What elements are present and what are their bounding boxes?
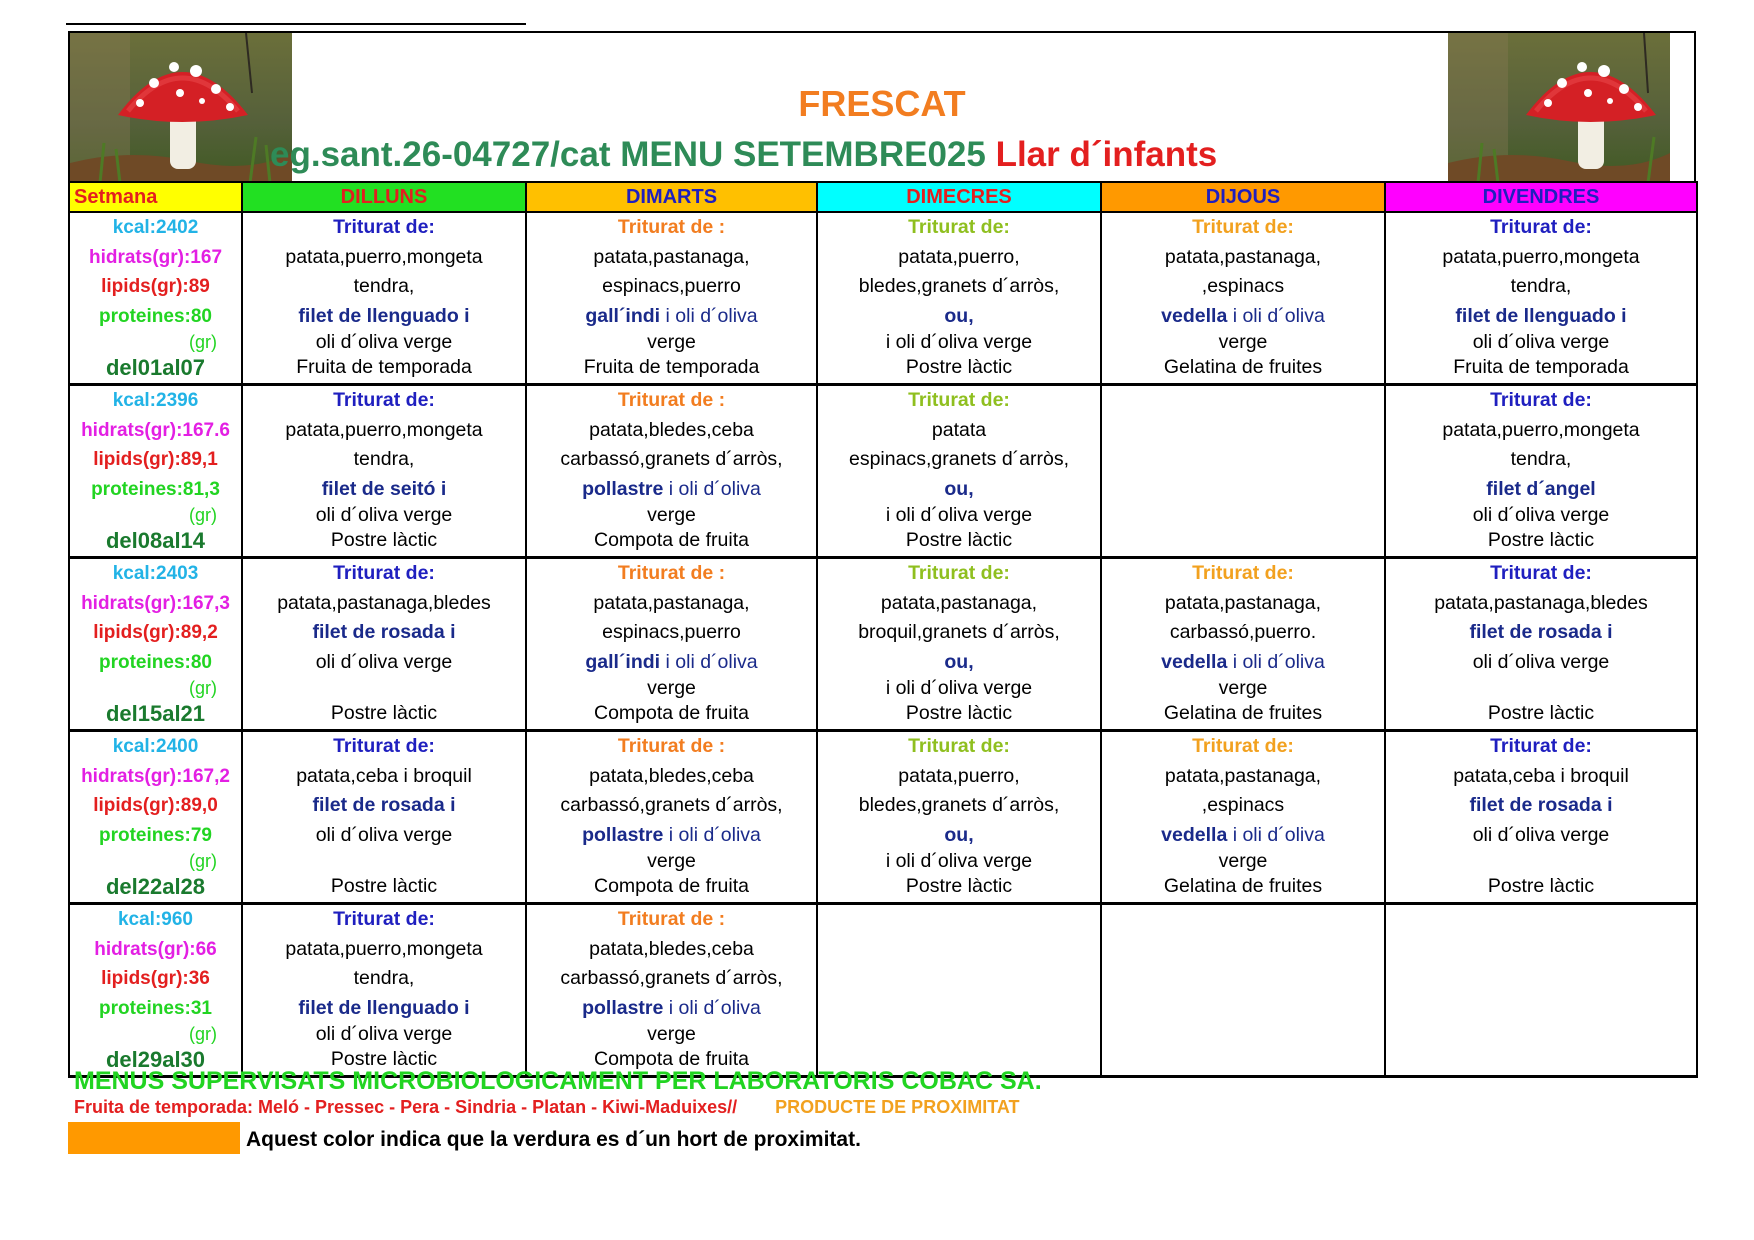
week-row [69, 212, 1697, 385]
meal-line: patata,puerro,mongeta [285, 418, 483, 441]
meal-cell-dilluns [242, 904, 526, 1077]
day-header-row [69, 182, 1697, 212]
meal-cell-dimarts [526, 904, 817, 1077]
meal-line: verge [647, 850, 696, 872]
protein-value: proteines:79 [99, 824, 212, 846]
meal-cell-divendres [1385, 731, 1697, 904]
meal-line: tendra, [1510, 275, 1572, 297]
meal-title: Triturat de : [617, 908, 726, 930]
meal-dessert: Compota de fruita [593, 529, 749, 551]
kcal-value: kcal:960 [117, 909, 193, 930]
meal-line: espinacs,granets d´arròs, [848, 448, 1070, 470]
protein-value: proteines:80 [99, 305, 212, 327]
meal-spacer [1386, 677, 1696, 700]
meal-line: carbassó,puerro. [1169, 621, 1317, 643]
meal-cell-dijous-empty [1101, 904, 1385, 1077]
meal-line: patata [931, 418, 987, 441]
meal-dessert: Gelatina de fruites [1163, 356, 1323, 378]
meal-line: tendra, [1510, 448, 1572, 470]
meal-oil: i oli d´oliva [660, 650, 758, 673]
meal-protein-line [527, 648, 816, 678]
meal-dessert: Fruita de temporada [296, 356, 472, 378]
lipids-value: lipids(gr):89,0 [93, 795, 218, 816]
meal-line: patata,pastanaga,bledes [1434, 591, 1648, 614]
fruit-list: Fruita de temporada: Meló - Pressec - Pera - Sindria - Platan - Kiwi-Maduixes// [74, 1097, 738, 1117]
meal-cell-dimecres [817, 558, 1101, 731]
meal-title: Triturat de: [1192, 562, 1294, 584]
meal-line: patata,puerro,mongeta [1442, 418, 1640, 441]
meal-line: patata,bledes,ceba [589, 764, 754, 787]
meal-cell-dilluns [242, 558, 526, 731]
week-period: del08al14 [105, 528, 206, 553]
meal-protein: filet d´angel [1486, 477, 1596, 500]
meal-protein: pollastre [582, 823, 664, 846]
meal-protein-line [527, 994, 816, 1024]
meal-line: oli d´oliva verge [1472, 331, 1610, 353]
meal-cell-dimecres [817, 385, 1101, 558]
subtitle-main: eg.sant.26-04727/cat MENU SETEMBRE025 [270, 135, 986, 174]
meal-protein-line [1102, 302, 1384, 332]
meal-dessert: Compota de fruita [593, 1048, 749, 1070]
meal-line: oli d´oliva verge [315, 1023, 453, 1045]
brand-title: FRESCAT [798, 83, 966, 124]
meal-cell-dijous [1101, 731, 1385, 904]
meal-dessert: Compota de fruita [593, 875, 749, 897]
meal-title: Triturat de: [1192, 735, 1294, 757]
meal-cell-dimecres [817, 212, 1101, 385]
meal-protein: filet de rosada i [1469, 794, 1613, 816]
lipids-value: lipids(gr):36 [101, 968, 210, 989]
fruit-note [74, 1097, 1020, 1118]
meal-protein: filet de rosada i [1469, 621, 1613, 643]
week-period: del22al28 [105, 874, 206, 899]
meal-oil: i oli d´oliva [663, 477, 761, 500]
week-row [69, 731, 1697, 904]
meal-line: carbassó,granets d´arròs, [560, 967, 783, 989]
meal-line: patata,pastanaga, [1164, 245, 1322, 268]
meal-line: patata,puerro, [898, 764, 1020, 787]
meal-dessert: Fruita de temporada [1453, 356, 1629, 378]
kcal-value: kcal:2396 [112, 390, 199, 411]
meal-line: i oli d´oliva verge [885, 850, 1033, 872]
protein-unit: (gr) [189, 678, 217, 698]
meal-title: Triturat de: [1490, 389, 1592, 411]
meal-line: patata,pastanaga, [593, 245, 750, 268]
meal-spacer [243, 677, 525, 700]
kcal-value: kcal:2400 [112, 736, 199, 757]
meal-title: Triturat de: [333, 389, 435, 411]
meal-line: i oli d´oliva verge [885, 677, 1033, 699]
meal-line: patata,ceba i broquil [1453, 764, 1629, 787]
menu-subtitle [270, 135, 1217, 175]
meal-title: Triturat de: [908, 216, 1010, 238]
meal-line: bledes,granets d´arròs, [858, 275, 1060, 297]
meal-dessert: Postre làctic [905, 529, 1013, 551]
meal-cell-dilluns [242, 212, 526, 385]
meal-dessert: Postre làctic [1487, 702, 1595, 724]
meal-oil: i oli d´oliva [1227, 650, 1325, 673]
meal-line: oli d´oliva verge [1472, 650, 1610, 673]
mushroom-photo-right [1448, 33, 1670, 181]
protein-value: proteines:80 [99, 651, 212, 673]
week-period: del29al30 [105, 1047, 206, 1072]
meal-title: Triturat de: [908, 389, 1010, 411]
meal-cell-dimecres-empty [817, 904, 1101, 1077]
meal-line: oli d´oliva verge [315, 823, 453, 846]
nutrition-cell [69, 731, 242, 904]
meal-cell-dimarts [526, 558, 817, 731]
protein-value: proteines:81,3 [91, 478, 220, 500]
meal-protein: gall´indi [585, 650, 661, 673]
header-setmana: Setmana [69, 182, 242, 212]
meal-title: Triturat de: [333, 735, 435, 757]
meal-line: oli d´oliva verge [315, 650, 453, 673]
meal-cell-dijous [1101, 558, 1385, 731]
meal-protein: filet de llenguado i [1455, 304, 1627, 327]
meal-line: verge [1218, 677, 1268, 699]
meal-line: patata,pastanaga, [593, 591, 750, 614]
menu-sheet [68, 31, 1696, 1151]
meal-spacer [243, 850, 525, 873]
meal-line: patata,puerro,mongeta [1442, 245, 1640, 268]
meal-oil: i oli d´oliva [660, 304, 758, 327]
subtitle-audience: Llar d´infants [995, 135, 1218, 174]
meal-title: Triturat de: [333, 908, 435, 930]
meal-line: verge [1218, 331, 1268, 353]
meal-line: patata,pastanaga, [880, 591, 1038, 614]
meal-line: i oli d´oliva verge [885, 331, 1033, 353]
meal-line: espinacs,puerro [602, 275, 741, 297]
meal-line: i oli d´oliva verge [885, 504, 1033, 526]
lipids-value: lipids(gr):89,2 [93, 622, 218, 643]
meal-dessert: Compota de fruita [593, 702, 749, 724]
meal-cell-divendres [1385, 558, 1697, 731]
meal-title: Triturat de: [1490, 735, 1592, 757]
meal-line: tendra, [353, 967, 415, 989]
meal-oil: i oli d´oliva [663, 996, 761, 1019]
proximity-color-swatch [68, 1122, 240, 1154]
meal-protein: ou, [944, 650, 974, 673]
meal-cell-dijous [1101, 212, 1385, 385]
proximity-note: PRODUCTE DE PROXIMITAT [775, 1097, 1020, 1117]
meal-dessert: Postre làctic [330, 1048, 438, 1070]
meal-line: oli d´oliva verge [315, 504, 453, 526]
meal-cell-dimarts [526, 731, 817, 904]
meal-line: patata,bledes,ceba [589, 418, 754, 441]
meal-line: tendra, [353, 275, 415, 297]
meal-line: oli d´oliva verge [1472, 504, 1610, 526]
meal-line: patata,puerro,mongeta [285, 245, 483, 268]
meal-line: ,espinacs [1201, 275, 1285, 297]
meal-line: patata,puerro,mongeta [285, 937, 483, 960]
meal-line: carbassó,granets d´arròs, [560, 448, 783, 470]
header-dimecres: DIMECRES [817, 182, 1101, 212]
meal-protein: vedella [1161, 650, 1228, 673]
meal-dessert: Postre làctic [330, 875, 438, 897]
protein-unit: (gr) [189, 332, 217, 352]
week-period: del15al21 [105, 701, 206, 726]
header-dilluns: DILLUNS [242, 182, 526, 212]
meal-line: verge [647, 331, 696, 353]
meal-dessert: Gelatina de fruites [1163, 875, 1323, 897]
meal-line: verge [1218, 850, 1268, 872]
meal-cell-dilluns [242, 731, 526, 904]
meal-protein-line [527, 821, 816, 851]
meal-dessert: Postre làctic [905, 702, 1013, 724]
meal-cell-divendres [1385, 212, 1697, 385]
meal-protein: ou, [944, 304, 974, 327]
meal-line: patata,puerro, [898, 245, 1020, 268]
week-period: del01al07 [105, 355, 206, 380]
protein-unit: (gr) [189, 505, 217, 525]
meal-protein: vedella [1161, 304, 1228, 327]
kcal-value: kcal:2403 [112, 563, 199, 584]
meal-protein-line [527, 475, 816, 505]
meal-cell-dilluns [242, 385, 526, 558]
meal-protein: ou, [944, 823, 974, 846]
meal-cell-dimarts [526, 212, 817, 385]
meal-title: Triturat de: [333, 562, 435, 584]
meal-line: ,espinacs [1201, 794, 1285, 816]
top-rule [66, 23, 526, 29]
carbs-value: hidrats(gr):167,3 [81, 592, 230, 614]
meal-spacer [1386, 850, 1696, 873]
meal-title: Triturat de : [617, 216, 726, 238]
meal-title: Triturat de: [1490, 562, 1592, 584]
protein-unit: (gr) [189, 851, 217, 871]
meal-protein-line [527, 302, 816, 332]
meal-line: oli d´oliva verge [1472, 823, 1610, 846]
nutrition-cell [69, 212, 242, 385]
nutrition-cell [69, 904, 242, 1077]
carbs-value: hidrats(gr):167,2 [81, 765, 230, 787]
protein-value: proteines:31 [99, 997, 212, 1019]
meal-title: Triturat de: [1490, 216, 1592, 238]
kcal-value: kcal:2402 [112, 217, 199, 238]
meal-protein: pollastre [582, 477, 664, 500]
meal-cell-divendres [1385, 385, 1697, 558]
meal-title: Triturat de : [617, 735, 726, 757]
carbs-value: hidrats(gr):167 [88, 246, 223, 268]
meal-line: patata,ceba i broquil [296, 764, 472, 787]
meal-protein: vedella [1161, 823, 1228, 846]
nutrition-cell [69, 385, 242, 558]
header-divendres: DIVENDRES [1385, 182, 1697, 212]
meal-line: carbassó,granets d´arròs, [560, 794, 783, 816]
meal-dessert: Fruita de temporada [583, 356, 760, 378]
meal-protein-line [1102, 821, 1384, 851]
meal-title: Triturat de : [617, 562, 726, 584]
meal-cell-dimarts [526, 385, 817, 558]
meal-protein: ou, [944, 477, 974, 500]
week-row [69, 558, 1697, 731]
meal-dessert: Postre làctic [905, 356, 1013, 378]
meal-title: Triturat de: [908, 562, 1010, 584]
menu-table [68, 181, 1698, 1078]
meal-line: espinacs,puerro [602, 621, 741, 643]
meal-line: verge [647, 1023, 696, 1045]
carbs-value: hidrats(gr):66 [94, 938, 217, 960]
meal-protein: filet de rosada i [312, 794, 456, 816]
meal-line: patata,pastanaga,bledes [277, 591, 491, 614]
meal-line: verge [647, 677, 696, 699]
nutrition-cell [69, 558, 242, 731]
meal-line: patata,pastanaga, [1164, 764, 1322, 787]
protein-unit: (gr) [189, 1024, 217, 1044]
meal-protein-line [1102, 648, 1384, 678]
meal-line: bledes,granets d´arròs, [858, 794, 1060, 816]
lipids-value: lipids(gr):89,1 [93, 449, 218, 470]
meal-protein: gall´indi [585, 304, 661, 327]
meal-protein: filet de llenguado i [298, 304, 470, 327]
week-row [69, 904, 1697, 1077]
meal-cell-divendres-empty [1385, 904, 1697, 1077]
meal-oil: i oli d´oliva [1227, 304, 1325, 327]
color-legend: Aquest color indica que la verdura es d´un hort de proximitat. [246, 1128, 861, 1151]
meal-line: patata,pastanaga, [1164, 591, 1322, 614]
meal-title: Triturat de: [333, 216, 435, 238]
meal-dessert: Gelatina de fruites [1163, 702, 1323, 724]
meal-cell-dijous-empty [1101, 385, 1385, 558]
meal-title: Triturat de : [617, 389, 726, 411]
meal-line: oli d´oliva verge [315, 331, 453, 353]
meal-title: Triturat de: [908, 735, 1010, 757]
meal-dessert: Postre làctic [330, 702, 438, 724]
meal-protein: pollastre [582, 996, 664, 1019]
lipids-value: lipids(gr):89 [101, 276, 210, 297]
meal-dessert: Postre làctic [330, 529, 438, 551]
meal-dessert: Postre làctic [1487, 529, 1595, 551]
meal-title: Triturat de: [1192, 216, 1294, 238]
meal-line: tendra, [353, 448, 415, 470]
meal-oil: i oli d´oliva [663, 823, 761, 846]
supervision-note: MENUS SUPERVISATS MICROBIOLOGICAMENT PER LABORATORIS COBAC SA. [74, 1067, 1042, 1095]
header-dimarts: DIMARTS [526, 182, 817, 212]
meal-protein: filet de rosada i [312, 621, 456, 643]
meal-protein: filet de llenguado i [298, 996, 470, 1019]
meal-cell-dimecres [817, 731, 1101, 904]
meal-oil: i oli d´oliva [1227, 823, 1325, 846]
meal-dessert: Postre làctic [1487, 875, 1595, 897]
meal-line: broquil,granets d´arròs, [858, 621, 1060, 643]
meal-line: verge [647, 504, 696, 526]
menu-header [68, 31, 1696, 181]
header-dijous: DIJOUS [1101, 182, 1385, 212]
week-row [69, 385, 1697, 558]
meal-dessert: Postre làctic [905, 875, 1013, 897]
meal-protein: filet de seitó i [321, 477, 447, 500]
meal-line: patata,bledes,ceba [589, 937, 754, 960]
carbs-value: hidrats(gr):167.6 [81, 419, 230, 441]
